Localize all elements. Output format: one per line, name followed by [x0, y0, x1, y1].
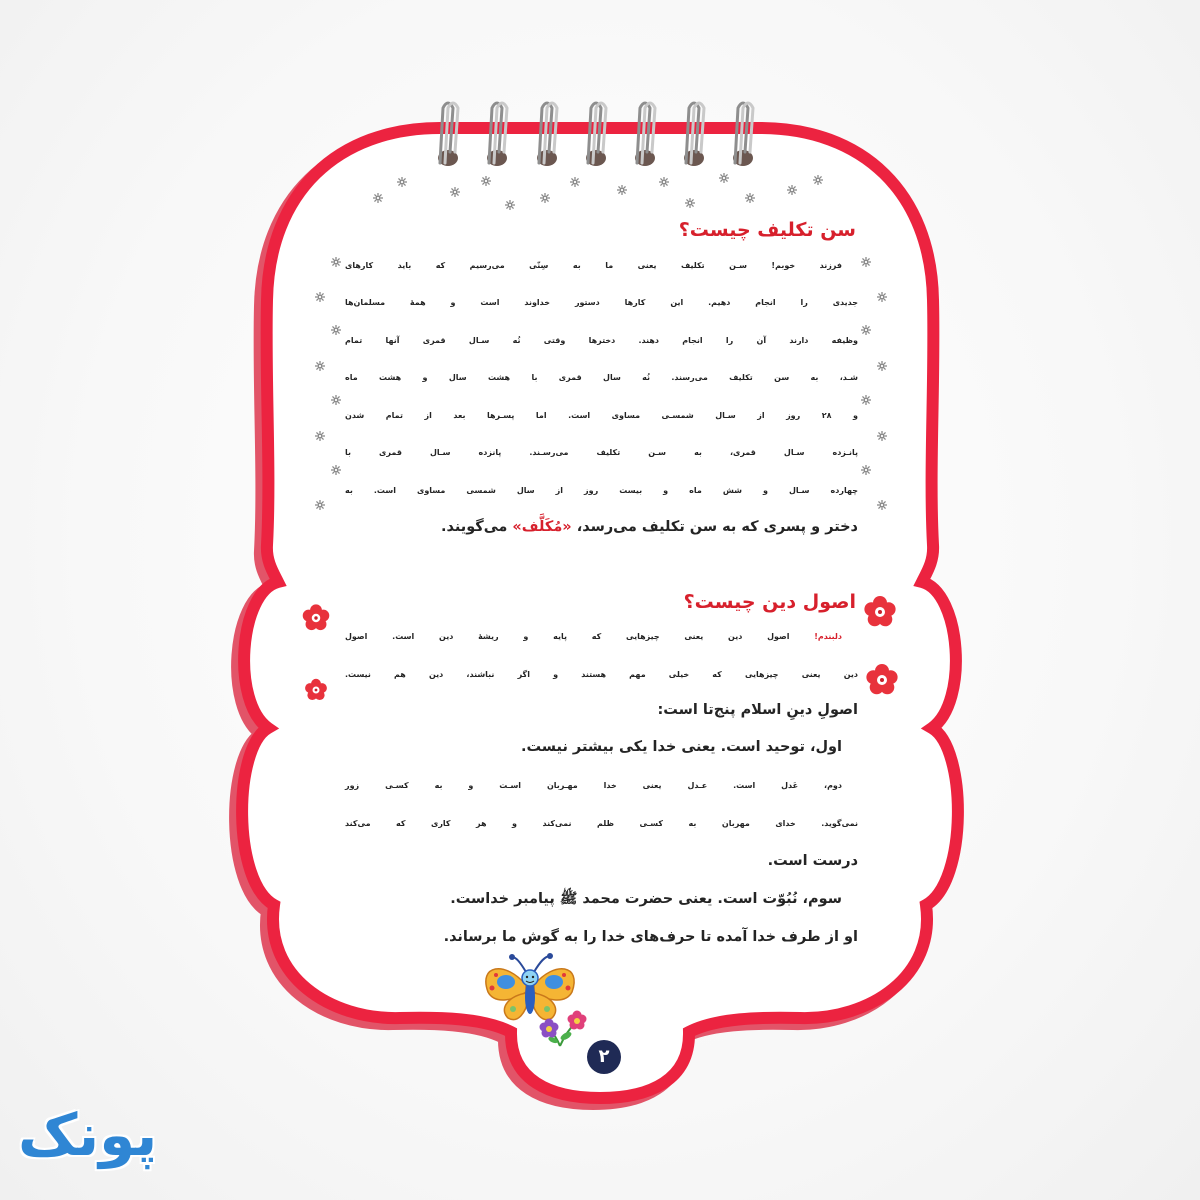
section-title: سن تکلیف چیست؟ [678, 219, 856, 241]
spiral-ring-icon [684, 103, 704, 166]
paragraph-line: وظیفه دارند آن را انجام دهند. دخترها وقتی نُه سـال قمری آنها تمام [345, 336, 858, 345]
star-decoration-icon [481, 176, 491, 186]
paragraph-line: درست است. [767, 853, 858, 869]
paragraph-line: و ۲۸ روز از سـال شمسـی مساوی است. اما پسـرها بعد از تمام شدن [345, 411, 858, 420]
spiral-ring-icon [537, 103, 557, 166]
line-text: اصول دین یعنی چیزهایی که پایه و ریشهٔ دین است. اصول [345, 632, 815, 641]
star-decoration-icon [331, 465, 341, 475]
spiral-ring-icon [733, 103, 753, 166]
paragraph-line: فرزند خوبم! سـن تکلیف یعنی ما به سِنّی می‌رسیم که باید کارهای [345, 261, 842, 270]
paragraph-line: اول، توحید است. یعنی خدا یکی بیشتر نیست. [520, 739, 842, 755]
line-text: می‌گویند. [441, 519, 513, 535]
spiral-ring-icon [635, 103, 655, 166]
star-decoration-icon [877, 431, 887, 441]
star-decoration-icon [331, 257, 341, 267]
star-decoration-icon [315, 361, 325, 371]
paragraph-line: سوم، نُبُوّت است. یعنی حضرت محمد ﷺ پیامبر خداست. [450, 891, 842, 907]
star-decoration-icon [373, 193, 383, 203]
star-decoration-icon [659, 177, 669, 187]
spiral-ring-icon [487, 103, 507, 166]
paragraph-line [345, 509, 858, 546]
paragraph-line: دین یعنی چیزهایی که خیلی مهم هستند و اگر نباشند، دین هم نیست. [345, 670, 858, 679]
section-title: اصول دین چیست؟ [683, 591, 856, 613]
star-decoration-icon [685, 198, 695, 208]
paragraph-line: شـد، به سن تکلیف می‌رسند. نُه سال قمری با هشت سال و هشت ماه [345, 373, 858, 382]
star-decoration-icon [861, 325, 871, 335]
star-decoration-icon [861, 257, 871, 267]
paragraph-line: دوم، عَدل است. عـدل یعنی خدا مهـربان اسـت و به کسـی زور [345, 781, 842, 790]
star-decoration-icon [877, 361, 887, 371]
star-decoration-icon [617, 185, 627, 195]
paragraph-line: او از طرف خدا آمده تا حرف‌های خدا را به گوش ما برساند. [443, 929, 858, 945]
star-decoration-icon [570, 177, 580, 187]
star-decoration-icon [787, 185, 797, 195]
star-decoration-icon [315, 292, 325, 302]
page-number: ۲ [587, 1040, 621, 1074]
paragraph-line: جدیدی را انجام دهیم. این کارها دستور خداوند است و همهٔ مسلمان‌ها [345, 298, 858, 307]
spiral-ring-icon [438, 103, 458, 166]
spiral-ring-icon [586, 103, 606, 166]
star-decoration-icon [745, 193, 755, 203]
paragraph-line: نمی‌گوید. خدای مهربان به کسـی ظلم نمی‌کند و هر کاری که می‌کند [345, 819, 858, 828]
star-decoration-icon [861, 395, 871, 405]
line-text: دختر و پسری که به سن تکلیف می‌رسد، [571, 519, 858, 535]
star-decoration-icon [397, 177, 407, 187]
paragraph-line: چهارده سـال و شش ماه و بیست روز از سال شمسی مساوی است. به [345, 486, 858, 495]
star-decoration-icon [877, 292, 887, 302]
star-decoration-icon [331, 325, 341, 335]
star-decoration-icon [331, 395, 341, 405]
paragraph-line [345, 618, 842, 655]
highlighted-term: «مُکَلَّف» [512, 519, 572, 535]
star-decoration-icon [719, 173, 729, 183]
paragraph-line: پانـزده سـال قمری، به سـن تکلیف می‌رسـند. پانزده سـال قمری با [345, 448, 858, 457]
star-decoration-icon [813, 175, 823, 185]
star-decoration-icon [861, 465, 871, 475]
star-decoration-icon [450, 187, 460, 197]
publisher-logo: پونک [18, 1101, 158, 1169]
star-decoration-icon [877, 500, 887, 510]
address-word: دلبندم! [814, 632, 842, 641]
star-decoration-icon [315, 431, 325, 441]
star-decoration-icon [315, 500, 325, 510]
paragraph-line: اصولِ دینِ اسلام پنج‌تا است: [657, 702, 858, 718]
star-decoration-icon [505, 200, 515, 210]
star-decoration-icon [540, 193, 550, 203]
